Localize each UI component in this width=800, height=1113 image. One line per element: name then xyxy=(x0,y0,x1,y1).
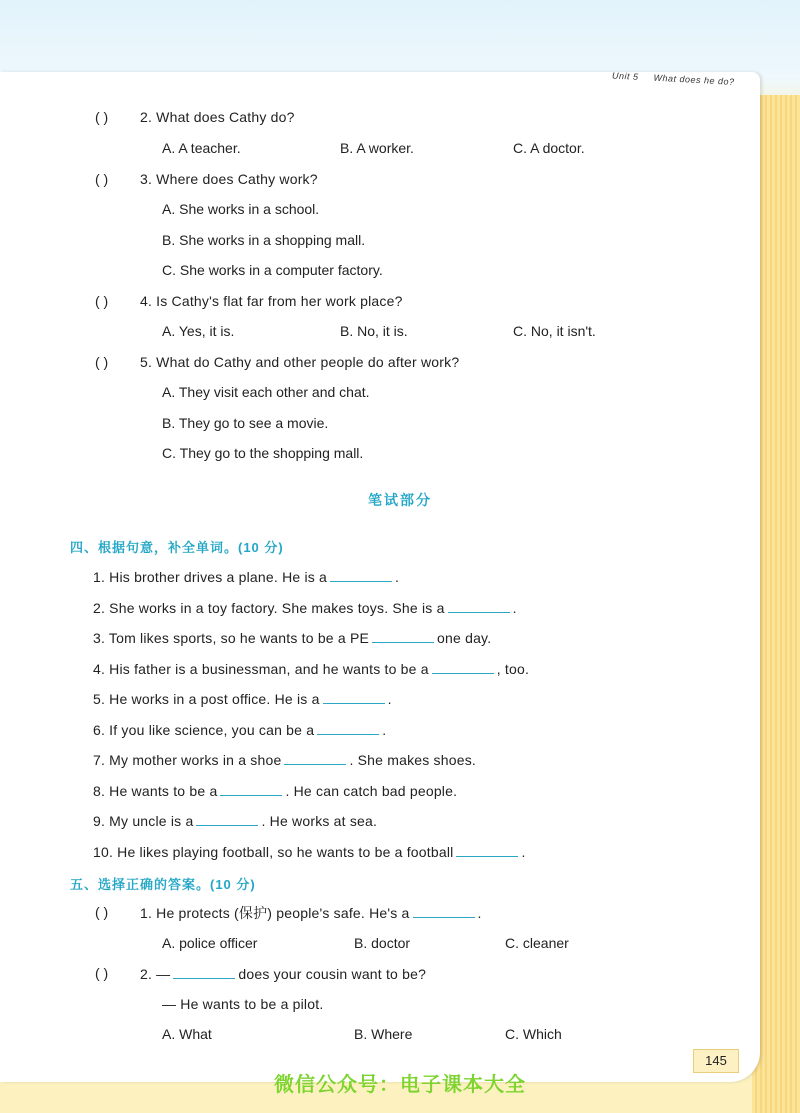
section-4-title: 四、根据句意，补全单词。(10 分) xyxy=(70,540,284,555)
fill-item: 9. My uncle is a . He works at sea. xyxy=(93,813,378,829)
answer-paren[interactable]: ( ) xyxy=(95,109,109,125)
question-text: 2. What does Cathy do? xyxy=(140,109,295,125)
choice-question: 1. He protects (保护) people's safe. He's a . xyxy=(140,905,482,921)
page-number: 145 xyxy=(693,1049,739,1073)
option: C. cleaner xyxy=(505,935,569,951)
option: B. She works in a shopping mall. xyxy=(162,232,366,248)
answer-paren[interactable]: ( ) xyxy=(95,965,109,981)
answer-paren[interactable]: ( ) xyxy=(95,293,109,309)
answer-blank[interactable] xyxy=(448,598,510,613)
dialogue-answer: — He wants to be a pilot. xyxy=(162,996,324,1012)
fill-item: 2. She works in a toy factory. She makes toys. She is a . xyxy=(93,600,517,616)
written-part-title: 笔试部分 xyxy=(368,492,432,508)
fill-item: 5. He works in a post office. He is a . xyxy=(93,691,392,707)
choice-question: 2. — does your cousin want to be? xyxy=(140,966,427,982)
option: B. A worker. xyxy=(340,140,414,156)
option: C. Which xyxy=(505,1026,562,1042)
option: C. They go to the shopping mall. xyxy=(162,445,364,461)
option: B. They go to see a movie. xyxy=(162,415,329,431)
answer-blank[interactable] xyxy=(220,781,282,796)
answer-blank[interactable] xyxy=(173,964,235,979)
answer-blank[interactable] xyxy=(413,903,475,918)
fill-item: 4. His father is a businessman, and he wants to be a , too. xyxy=(93,661,530,677)
answer-blank[interactable] xyxy=(432,659,494,674)
unit-title: What does he do? xyxy=(653,72,735,87)
answer-blank[interactable] xyxy=(456,842,518,857)
answer-blank[interactable] xyxy=(323,689,385,704)
question-text: 3. Where does Cathy work? xyxy=(140,171,318,187)
option: A. They visit each other and chat. xyxy=(162,384,370,400)
option: C. No, it isn't. xyxy=(513,323,596,339)
answer-blank[interactable] xyxy=(196,811,258,826)
answer-paren[interactable]: ( ) xyxy=(95,904,109,920)
option: C. A doctor. xyxy=(513,140,585,156)
unit-label: Unit 5 xyxy=(611,70,639,82)
question-text: 5. What do Cathy and other people do after work? xyxy=(140,354,460,370)
option: B. doctor xyxy=(354,935,411,951)
option: A. A teacher. xyxy=(162,140,241,156)
fill-item: 8. He wants to be a . He can catch bad people. xyxy=(93,783,458,799)
fill-item: 3. Tom likes sports, so he wants to be a PE one day. xyxy=(93,630,492,646)
answer-blank[interactable] xyxy=(330,567,392,582)
option: A. What xyxy=(162,1026,212,1042)
fill-item: 10. He likes playing football, so he wants to be a football . xyxy=(93,844,526,860)
question-text: 4. Is Cathy's flat far from her work place? xyxy=(140,293,403,309)
section-5-title: 五、选择正确的答案。(10 分) xyxy=(70,877,256,892)
answer-paren[interactable]: ( ) xyxy=(95,354,109,370)
option: B. Where xyxy=(354,1026,413,1042)
fill-item: 6. If you like science, you can be a . xyxy=(93,722,387,738)
answer-blank[interactable] xyxy=(317,720,379,735)
fill-item: 7. My mother works in a shoe . She makes shoes. xyxy=(93,752,477,768)
option: B. No, it is. xyxy=(340,323,408,339)
option: A. police officer xyxy=(162,935,258,951)
answer-paren[interactable]: ( ) xyxy=(95,171,109,187)
option: A. Yes, it is. xyxy=(162,323,235,339)
option: C. She works in a computer factory. xyxy=(162,262,383,278)
fill-item: 1. His brother drives a plane. He is a . xyxy=(93,569,400,585)
answer-blank[interactable] xyxy=(284,750,346,765)
watermark: 微信公众号：电子课本大全 xyxy=(274,1074,526,1096)
answer-blank[interactable] xyxy=(372,628,434,643)
option: A. She works in a school. xyxy=(162,201,320,217)
